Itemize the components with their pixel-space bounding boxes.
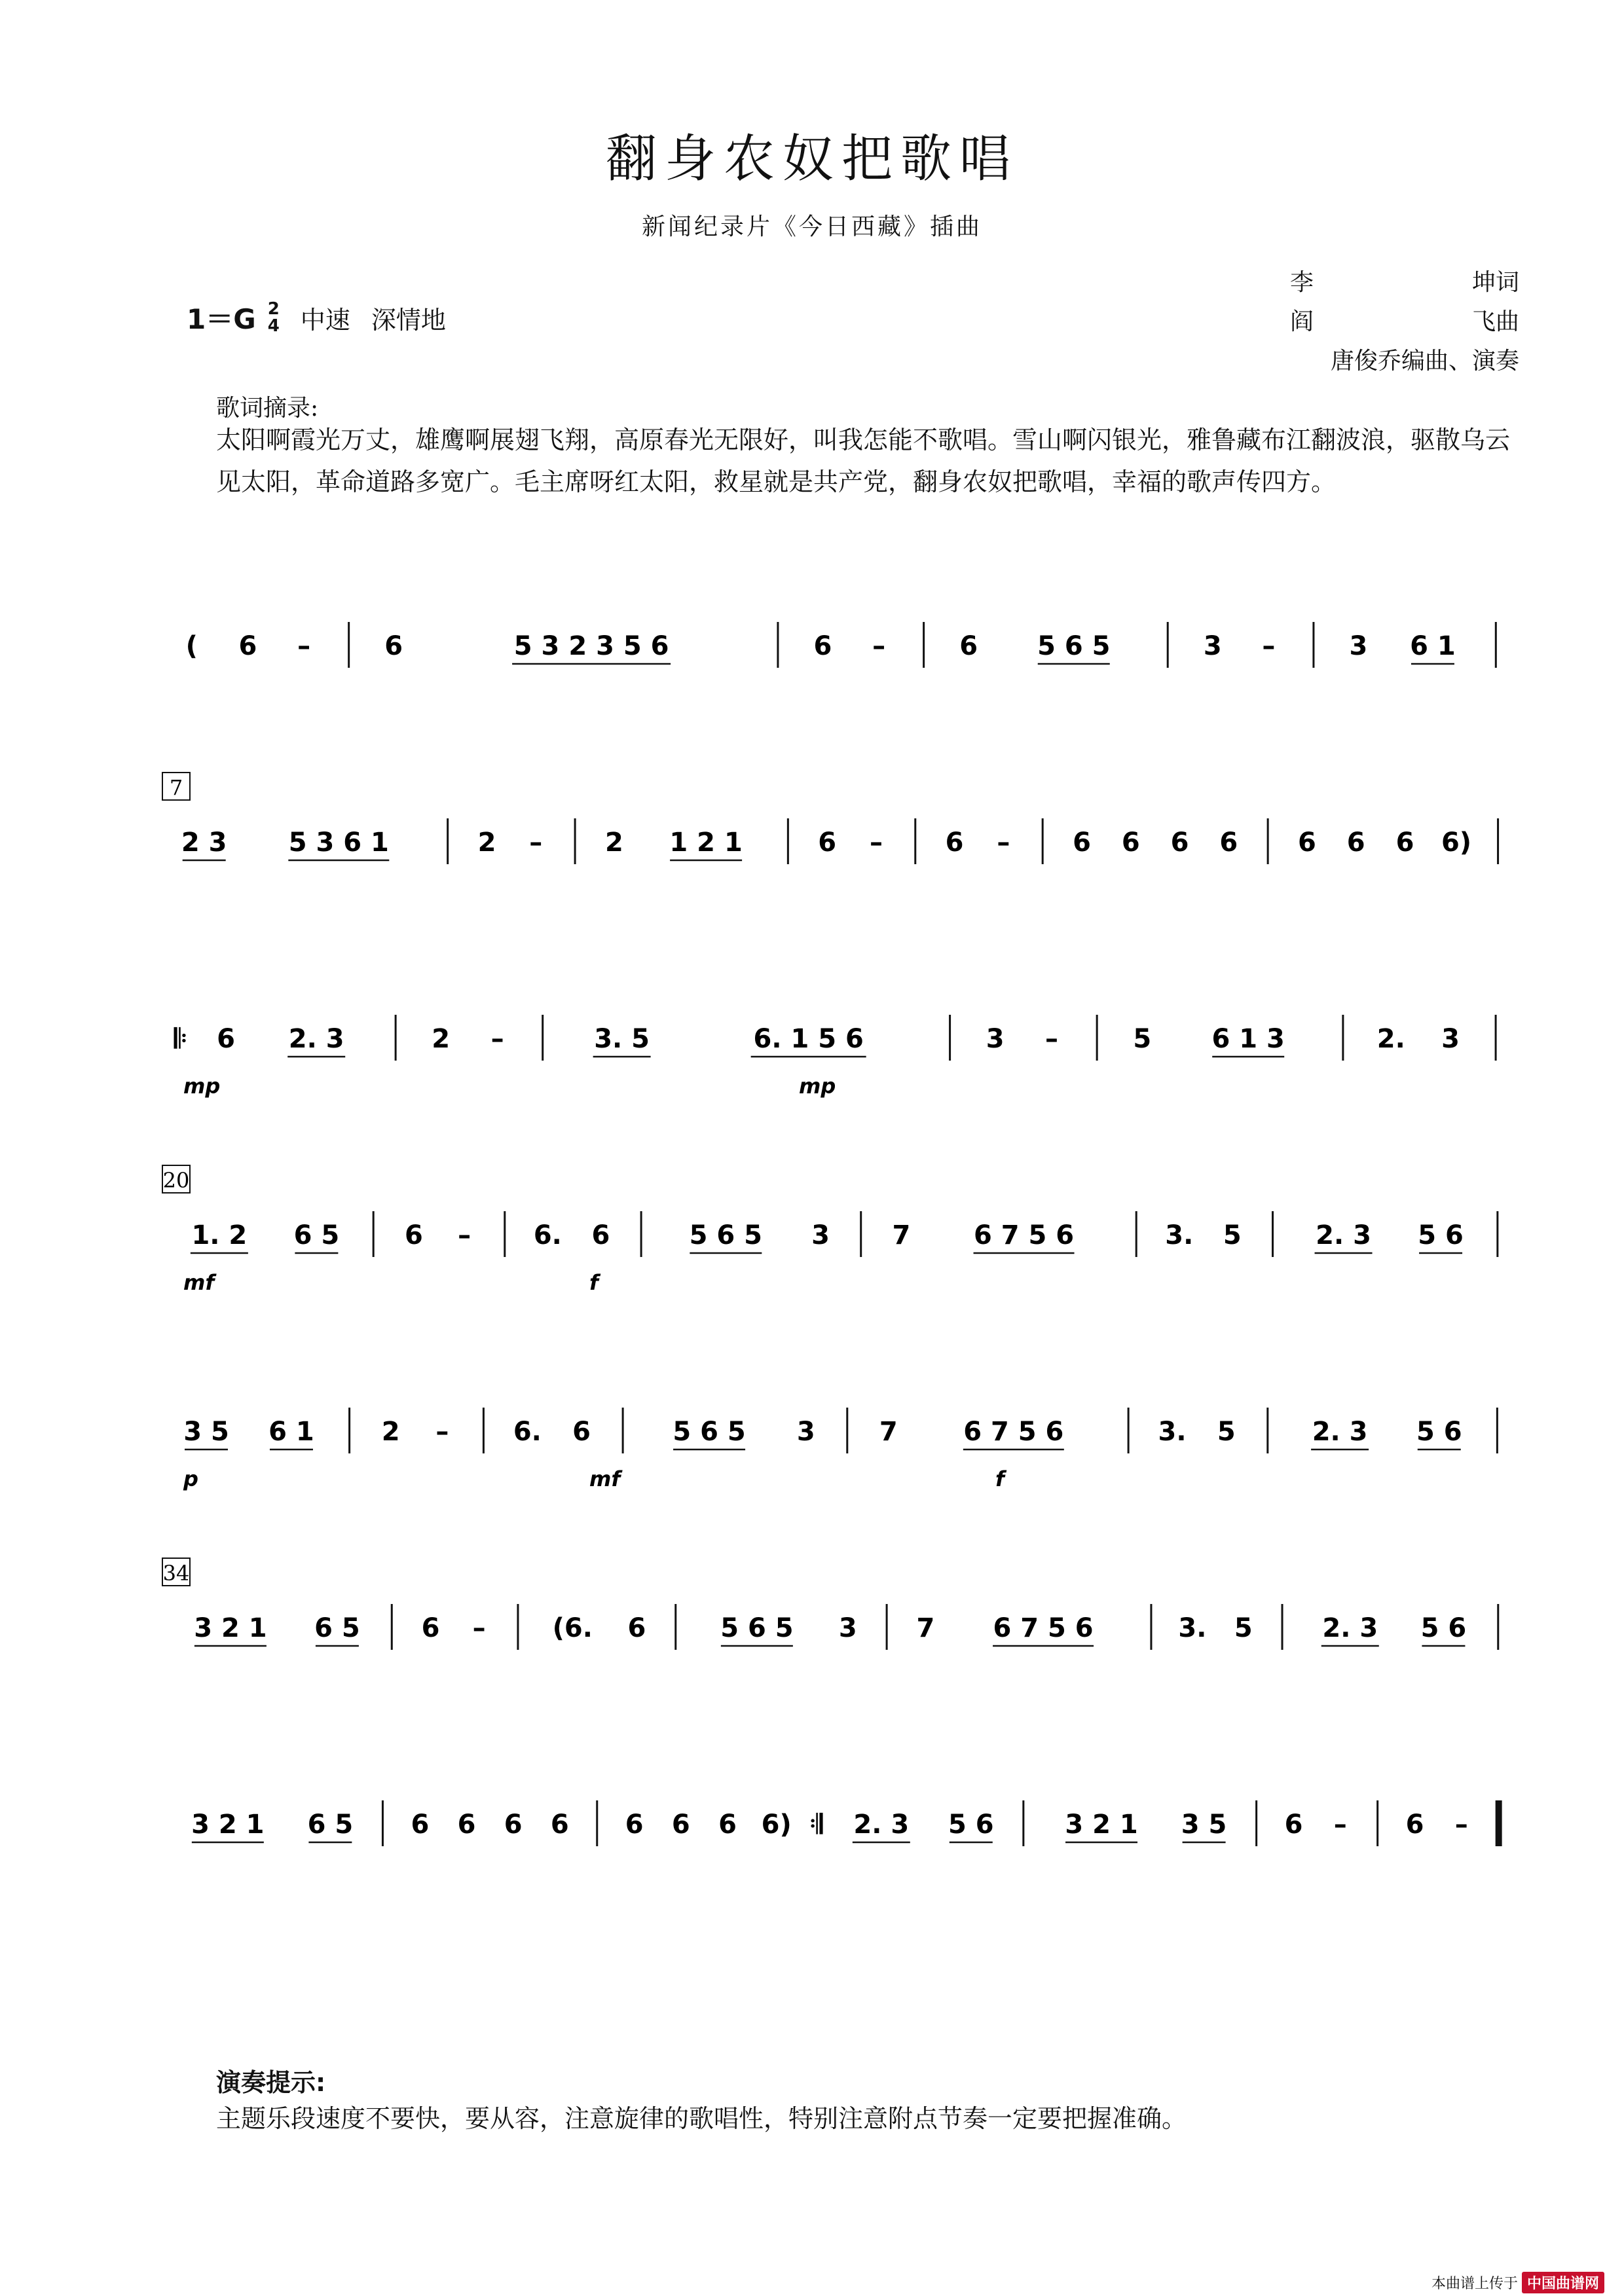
- note-group: 3 2 1: [1065, 1810, 1138, 1840]
- note-group: 7: [879, 1417, 898, 1447]
- note-group: 6: [550, 1810, 569, 1840]
- note-group: 7: [916, 1613, 935, 1643]
- sustain-dash: –: [872, 631, 886, 661]
- note-group: 6 1: [268, 1417, 314, 1447]
- sustain-dash: –: [997, 828, 1010, 858]
- sustain-dash: –: [1045, 1024, 1059, 1054]
- note-group: 6 7 5 6: [963, 1417, 1064, 1447]
- sustain-dash: –: [1333, 1810, 1347, 1840]
- note-group: 6: [1170, 828, 1189, 858]
- note-group: 6: [411, 1810, 430, 1840]
- site-logo: 中国曲谱网: [1522, 2272, 1604, 2293]
- note-group: 2. 3: [1312, 1417, 1368, 1447]
- note-group: 3: [796, 1417, 815, 1447]
- note-group: 6: [1219, 828, 1238, 858]
- note-group: 6 1: [1410, 631, 1456, 661]
- note-group: 6 5: [314, 1613, 360, 1643]
- sustain-dash: –: [435, 1417, 449, 1447]
- measure-number: 34: [162, 1561, 190, 1586]
- note-group: 5 6 5: [720, 1613, 794, 1643]
- note-group: 3: [1203, 631, 1222, 661]
- note-group: 6: [421, 1613, 440, 1643]
- note-group: 3 2 1: [194, 1613, 267, 1643]
- note-group: (6.: [552, 1613, 593, 1643]
- note-group: 7: [892, 1220, 911, 1250]
- dynamic-marking: f: [995, 1467, 1005, 1491]
- sustain-dash: –: [458, 1220, 471, 1250]
- note-group: 6: [1405, 1810, 1424, 1840]
- note-group: 6.: [533, 1220, 562, 1250]
- footer-text: 本曲谱上传于: [1431, 2276, 1518, 2292]
- note-group: 2. 3: [1322, 1613, 1378, 1643]
- note-group: 6: [457, 1810, 476, 1840]
- key-label: 1＝G: [187, 303, 256, 335]
- sustain-dash: –: [297, 631, 311, 661]
- note-group: 5 6: [1416, 1417, 1462, 1447]
- note-group: 2: [604, 828, 623, 858]
- note-group: 3 2 1: [191, 1810, 265, 1840]
- note-group: 6: [572, 1417, 591, 1447]
- note-group: 2.: [1376, 1024, 1405, 1054]
- note-group: 6 5: [307, 1810, 354, 1840]
- time-signature: 2 4: [267, 299, 280, 336]
- note-group: 2: [432, 1024, 451, 1054]
- note-group: 6 7 5 6: [993, 1613, 1094, 1643]
- note-group: 6: [1298, 828, 1316, 858]
- note-group: 3. 5: [594, 1024, 650, 1054]
- expression-marking: 深情地: [371, 305, 446, 335]
- note-group: 3: [1441, 1024, 1460, 1054]
- note-group: 2: [381, 1417, 400, 1447]
- note-group: 6 7 5 6: [973, 1220, 1075, 1250]
- dynamic-marking: mf: [589, 1467, 621, 1491]
- note-group: 2: [477, 828, 496, 858]
- dynamic-marking: mp: [183, 1074, 221, 1099]
- note-group: 3.: [1158, 1417, 1187, 1447]
- note-group: 6: [591, 1220, 610, 1250]
- lyrics-text: 太阳啊霞光万丈，雄鹰啊展翅飞翔，高原春光无限好，叫我怎能不歌唱。雪山啊闪银光，雅鲁藏布江翻波浪，驱散乌云见太阳，革命道路多宽广。毛主席呀红太阳，救星就是共产党，翻身农奴把歌唱，幸福的歌声传四方。: [216, 426, 1511, 496]
- note-group: 6.: [513, 1417, 542, 1447]
- note-group: 5 3 6 1: [288, 828, 389, 858]
- note-group: 6: [818, 828, 837, 858]
- sustain-dash: –: [490, 1024, 504, 1054]
- sustain-dash: –: [529, 828, 543, 858]
- note-group: 6: [384, 631, 403, 661]
- note-group: (: [185, 631, 198, 661]
- note-group: 𝄇: [809, 1810, 822, 1840]
- note-group: 3: [811, 1220, 830, 1250]
- lyricist-credit: 李 坤词: [1290, 269, 1519, 296]
- score-systems: [157, 609, 1519, 2010]
- composer-credit: 阎 飞曲: [1290, 308, 1519, 335]
- note-group: 5 3 2 3 5 6: [513, 631, 669, 661]
- sustain-dash: –: [472, 1613, 486, 1643]
- note-group: 6 1 3: [1211, 1024, 1285, 1054]
- note-group: 3: [986, 1024, 1005, 1054]
- tips-heading: 演奏提示:: [216, 2068, 326, 2097]
- note-group: 5 6 5: [1037, 631, 1111, 661]
- note-group: 1. 2: [191, 1220, 248, 1250]
- arranger-credit: 唐俊乔编曲、演奏: [1330, 348, 1519, 374]
- note-group: 3: [838, 1613, 857, 1643]
- note-group: 6: [1121, 828, 1140, 858]
- note-group: 2. 3: [853, 1810, 910, 1840]
- note-group: 6: [1395, 828, 1414, 858]
- note-group: 3.: [1165, 1220, 1194, 1250]
- note-group: 3: [1349, 631, 1368, 661]
- note-group: 𝄆: [174, 1024, 187, 1054]
- note-group: 5 6: [1420, 1613, 1467, 1643]
- note-group: 6: [1346, 828, 1365, 858]
- page-title: 翻身农奴把歌唱: [605, 130, 1018, 189]
- tempo-marking: 中速: [300, 305, 350, 335]
- note-group: 5: [1234, 1613, 1253, 1643]
- dynamic-marking: mf: [183, 1270, 215, 1295]
- note-group: 3.: [1178, 1613, 1207, 1643]
- note-group: 6: [504, 1810, 523, 1840]
- note-group: 2. 3: [288, 1024, 344, 1054]
- note-group: 6: [813, 631, 832, 661]
- key-signature: [187, 298, 446, 337]
- note-group: 6: [959, 631, 978, 661]
- note-group: 6: [627, 1613, 646, 1643]
- note-group: 6: [671, 1810, 690, 1840]
- note-group: 6: [718, 1810, 737, 1840]
- note-group: 3 5: [183, 1417, 229, 1447]
- note-group: 1 2 1: [669, 828, 743, 858]
- note-group: 5: [1223, 1220, 1242, 1250]
- credits: [1290, 263, 1519, 381]
- note-group: 6): [761, 1810, 792, 1840]
- dynamic-marking: p: [183, 1467, 198, 1491]
- note-group: 3 5: [1181, 1810, 1227, 1840]
- note-group: 5: [1133, 1024, 1152, 1054]
- note-group: 6): [1441, 828, 1472, 858]
- footer: [1431, 2272, 1604, 2293]
- note-group: 5 6 5: [689, 1220, 763, 1250]
- note-group: 6: [1073, 828, 1091, 858]
- sustain-dash: –: [869, 828, 883, 858]
- note-group: 6: [238, 631, 257, 661]
- measure-number: 20: [162, 1168, 190, 1193]
- dynamic-marking: mp: [799, 1074, 836, 1099]
- note-group: 5 6: [1418, 1220, 1464, 1250]
- tips-text: 主题乐段速度不要快，要从容，注意旋律的歌唱性，特别注意附点节奏一定要把握准确。: [216, 2104, 1187, 2133]
- note-group: 6: [625, 1810, 644, 1840]
- measure-number: 7: [169, 775, 183, 800]
- note-group: 5 6: [948, 1810, 994, 1840]
- dynamic-marking: f: [589, 1270, 599, 1295]
- note-group: 6. 1 5 6: [753, 1024, 864, 1054]
- note-group: 5: [1217, 1417, 1236, 1447]
- note-group: 6 5: [293, 1220, 340, 1250]
- note-group: 5 6 5: [673, 1417, 746, 1447]
- sustain-dash: –: [1454, 1810, 1468, 1840]
- note-group: 6: [1284, 1810, 1303, 1840]
- page-subtitle: 新闻纪录片《今日西藏》插曲: [641, 213, 982, 240]
- note-group: 6: [217, 1024, 235, 1054]
- sustain-dash: –: [1262, 631, 1276, 661]
- lyrics-heading: 歌词摘录:: [216, 395, 319, 422]
- note-group: 2. 3: [1316, 1220, 1371, 1250]
- note-group: 2 3: [181, 828, 227, 858]
- note-group: 6: [404, 1220, 423, 1250]
- note-group: 6: [945, 828, 964, 858]
